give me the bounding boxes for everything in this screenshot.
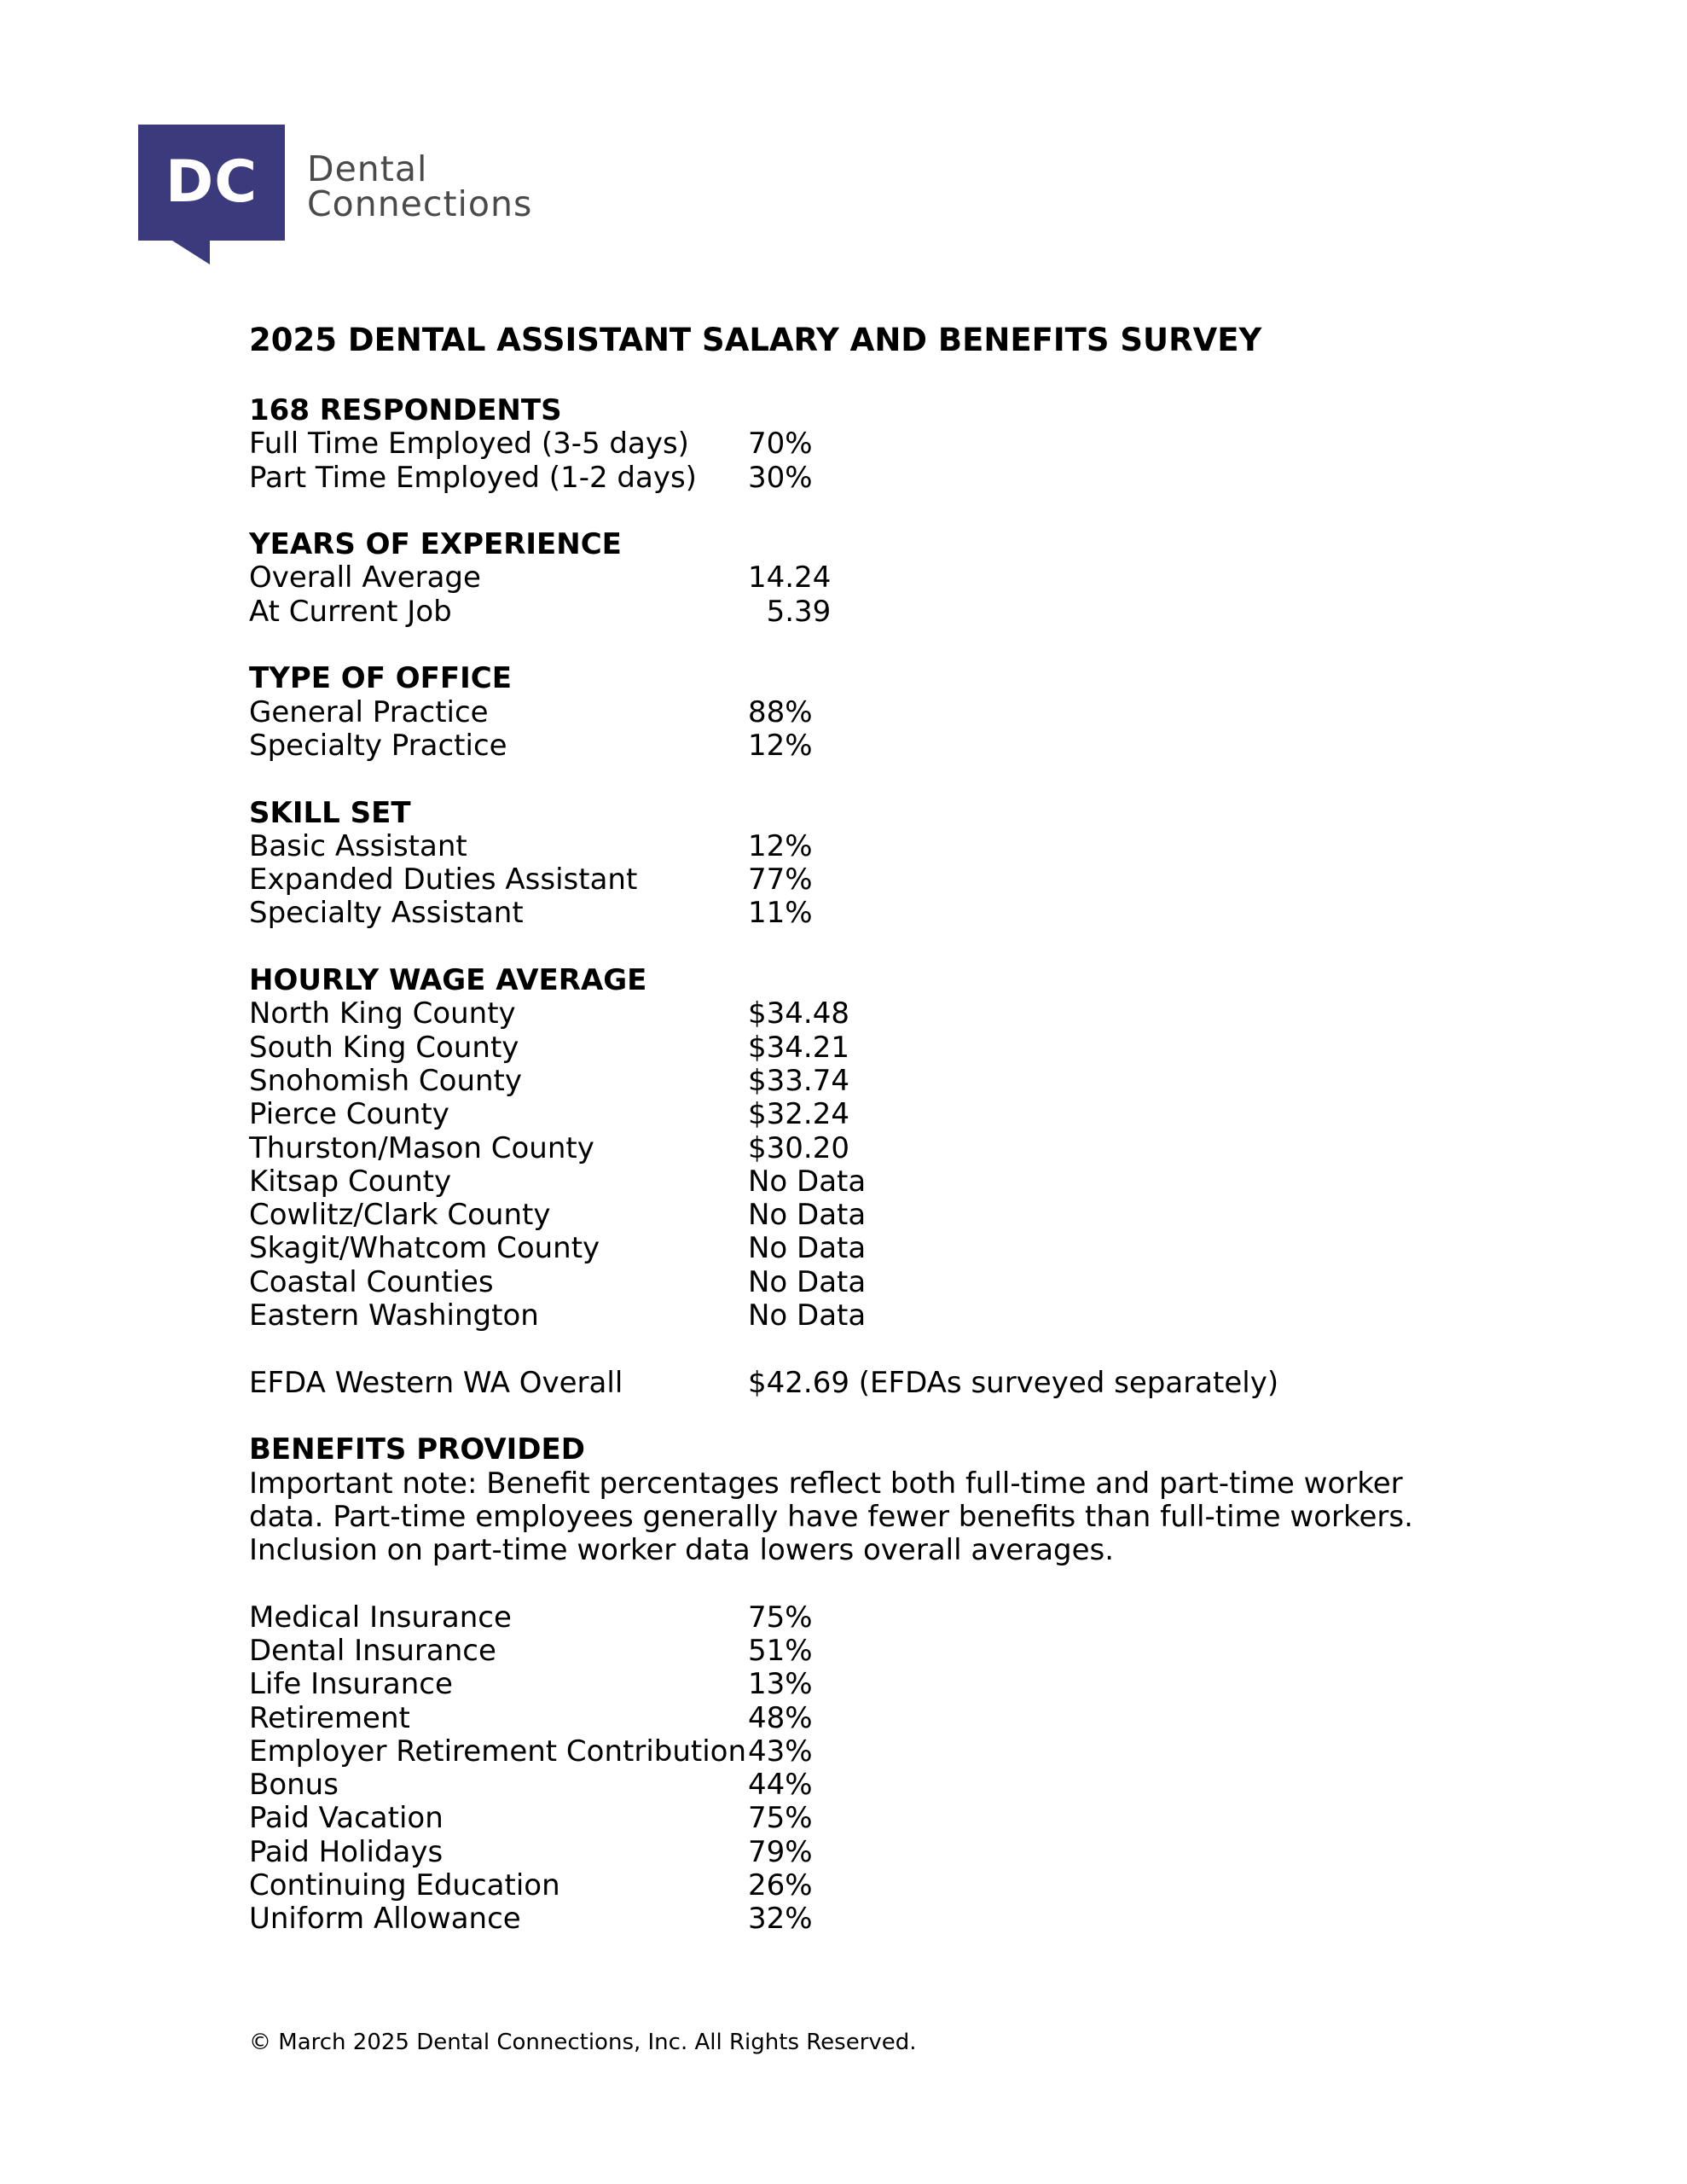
row-label: Expanded Duties Assistant xyxy=(249,863,638,897)
row-label: Full Time Employed (3-5 days) xyxy=(249,427,689,462)
row-label: Retirement xyxy=(249,1700,410,1735)
table-row xyxy=(249,997,1486,1031)
table-row xyxy=(249,1065,1486,1098)
table-row xyxy=(249,897,1486,930)
benefits-rows xyxy=(249,1601,1486,1937)
logo-mark-text: DC xyxy=(165,148,258,216)
row-value: No Data xyxy=(748,1164,867,1199)
row-value: No Data xyxy=(748,1264,867,1299)
row-value: 88% xyxy=(748,694,813,729)
row-label: Paid Vacation xyxy=(249,1801,443,1836)
table-row xyxy=(249,1165,1486,1199)
table-row xyxy=(249,1635,1486,1668)
section-heading: SKILL SET xyxy=(249,795,411,830)
benefits-note-line: Important note: Benefit percentages reflect both full-time and part-time worker xyxy=(249,1466,1403,1501)
row-label: Kitsap County xyxy=(249,1164,452,1199)
table-row xyxy=(249,1735,1486,1769)
row-value: 51% xyxy=(748,1633,813,1668)
row-value: 13% xyxy=(748,1667,813,1702)
table-row xyxy=(249,1902,1486,1936)
section-heading: HOURLY WAGE AVERAGE xyxy=(249,963,647,998)
logo-wordmark-line1: Dental xyxy=(307,148,428,189)
table-row xyxy=(249,696,1486,729)
row-value: 5.39 xyxy=(748,594,832,629)
row-label: Uniform Allowance xyxy=(249,1902,521,1937)
row-value: No Data xyxy=(748,1198,867,1233)
row-value: $30.20 xyxy=(748,1130,849,1165)
wages-rows xyxy=(249,997,1486,1333)
table-row xyxy=(249,1836,1486,1869)
table-row xyxy=(249,1802,1486,1835)
row-value: 77% xyxy=(748,863,813,897)
row-value: 70% xyxy=(748,427,813,462)
row-label: Part Time Employed (1-2 days) xyxy=(249,460,697,495)
logo-wordmark-line2: Connections xyxy=(307,183,533,224)
benefits-section xyxy=(249,1433,1486,1936)
row-value: 30% xyxy=(748,460,813,495)
logo-mark xyxy=(138,125,285,264)
table-row xyxy=(249,1869,1486,1902)
row-label: Eastern Washington xyxy=(249,1298,539,1333)
row-label: Thurston/Mason County xyxy=(249,1130,594,1165)
office-rows xyxy=(249,696,1486,764)
table-row xyxy=(249,561,1486,595)
table-row xyxy=(249,1266,1486,1299)
row-label: Overall Average xyxy=(249,561,481,595)
row-value: 12% xyxy=(748,728,813,763)
row-value: $32.24 xyxy=(748,1097,849,1132)
row-label: At Current Job xyxy=(249,594,452,629)
row-label: Employer Retirement Contribution xyxy=(249,1734,747,1769)
row-value: $42.69 (EFDAs surveyed separately) xyxy=(748,1365,1279,1400)
skills-rows xyxy=(249,830,1486,931)
row-label: Bonus xyxy=(249,1768,339,1803)
respondents-rows xyxy=(249,427,1486,495)
row-label: Skagit/Whatcom County xyxy=(249,1231,600,1266)
section-heading: BENEFITS PROVIDED xyxy=(249,1432,585,1467)
respondents-section xyxy=(249,394,1486,495)
row-value: No Data xyxy=(748,1298,867,1333)
logo-wordmark xyxy=(307,148,533,224)
table-row xyxy=(249,830,1486,863)
row-value: 32% xyxy=(748,1902,813,1937)
table-row xyxy=(249,1098,1486,1131)
survey-document xyxy=(249,319,1486,1970)
dental-connections-logo xyxy=(138,125,565,270)
table-row xyxy=(249,1132,1486,1165)
table-row xyxy=(249,1199,1486,1232)
table-row xyxy=(249,863,1486,897)
section-heading: YEARS OF EXPERIENCE xyxy=(249,527,622,562)
benefits-note-line: Inclusion on part-time worker data lowers overall averages. xyxy=(249,1533,1115,1568)
row-label: Snohomish County xyxy=(249,1063,523,1098)
row-value: No Data xyxy=(748,1231,867,1266)
row-value: 26% xyxy=(748,1868,813,1903)
table-row xyxy=(249,427,1486,461)
row-value: 12% xyxy=(748,828,813,863)
row-label: Pierce County xyxy=(249,1097,449,1132)
row-value: 44% xyxy=(748,1768,813,1803)
efda-section xyxy=(249,1367,1486,1400)
row-value: $33.74 xyxy=(748,1063,849,1098)
table-row xyxy=(249,1702,1486,1735)
skills-section xyxy=(249,797,1486,931)
row-label: Specialty Practice xyxy=(249,728,507,763)
row-value: 14.24 xyxy=(748,561,832,595)
row-value: 11% xyxy=(748,896,813,931)
row-value: $34.48 xyxy=(748,996,849,1031)
section-heading: 168 RESPONDENTS xyxy=(249,393,562,427)
table-row xyxy=(249,1769,1486,1802)
row-value: 79% xyxy=(748,1834,813,1869)
wages-section xyxy=(249,964,1486,1333)
table-row xyxy=(249,1031,1486,1065)
row-label: Coastal Counties xyxy=(249,1264,494,1299)
spacer xyxy=(249,1567,1486,1600)
experience-rows xyxy=(249,561,1486,629)
row-label: Specialty Assistant xyxy=(249,896,524,931)
row-label: Paid Holidays xyxy=(249,1834,443,1869)
row-value: 43% xyxy=(748,1734,813,1769)
row-label: Life Insurance xyxy=(249,1667,453,1702)
row-value: $34.21 xyxy=(748,1030,849,1065)
row-label: Basic Assistant xyxy=(249,828,467,863)
row-label: North King County xyxy=(249,996,516,1031)
row-value: 75% xyxy=(748,1801,813,1836)
row-label: Medical Insurance xyxy=(249,1600,512,1635)
table-row xyxy=(249,595,1486,629)
table-row xyxy=(249,729,1486,763)
row-label: Continuing Education xyxy=(249,1868,560,1903)
efda-row xyxy=(249,1367,1486,1400)
table-row xyxy=(249,1299,1486,1333)
row-label: EFDA Western WA Overall xyxy=(249,1365,623,1400)
row-value: 75% xyxy=(748,1600,813,1635)
row-label: Dental Insurance xyxy=(249,1633,496,1668)
experience-section xyxy=(249,528,1486,629)
page-title: 2025 DENTAL ASSISTANT SALARY AND BENEFITS SURVEY xyxy=(249,322,1262,358)
row-label: South King County xyxy=(249,1030,519,1065)
table-row xyxy=(249,1601,1486,1635)
copyright-footer: © March 2025 Dental Connections, Inc. All Rights Reserved. xyxy=(249,2030,917,2055)
table-row xyxy=(249,462,1486,495)
office-section xyxy=(249,662,1486,763)
row-label: General Practice xyxy=(249,694,489,729)
section-heading: TYPE OF OFFICE xyxy=(249,661,512,696)
benefits-note-line: data. Part-time employees generally have fewer benefits than full-time workers. xyxy=(249,1499,1413,1534)
row-value: 48% xyxy=(748,1700,813,1735)
table-row xyxy=(249,1232,1486,1265)
row-label: Cowlitz/Clark County xyxy=(249,1198,551,1233)
table-row xyxy=(249,1668,1486,1701)
